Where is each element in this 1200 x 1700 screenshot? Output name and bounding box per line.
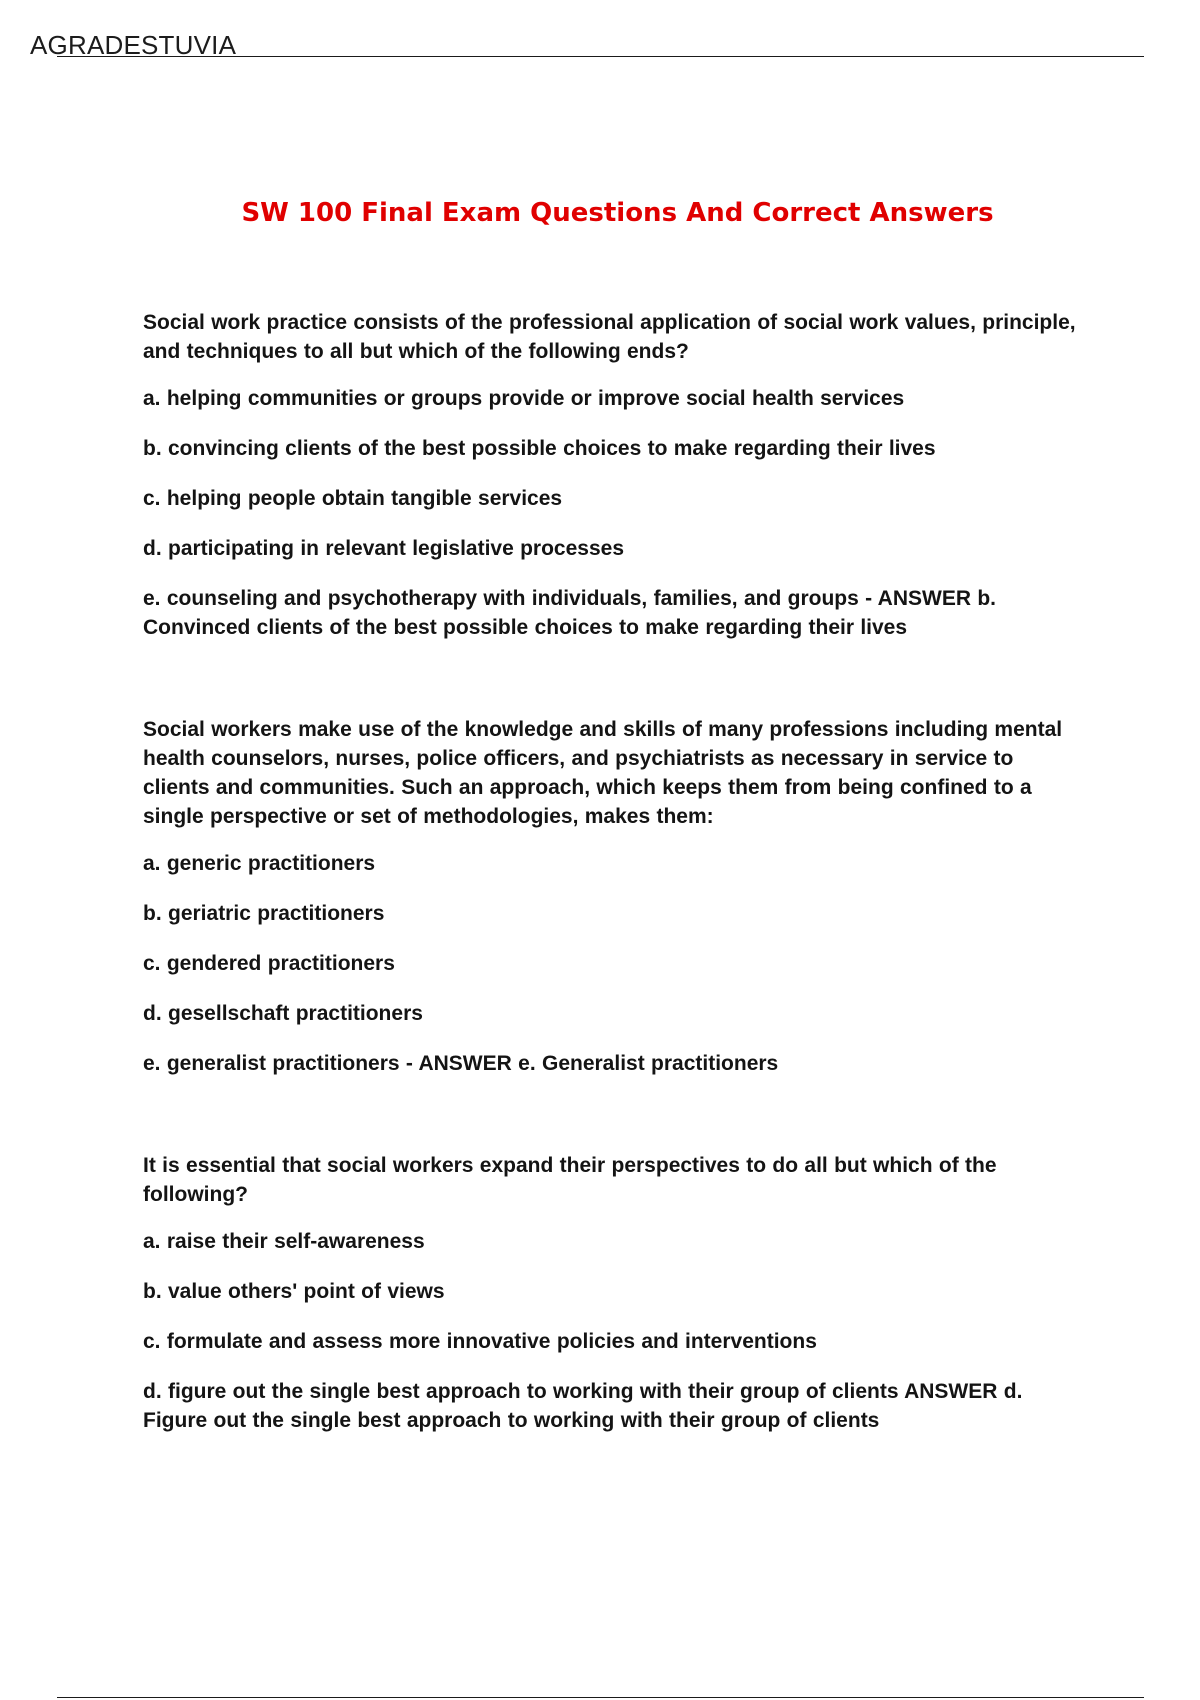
answer-option: e. generalist practitioners - ANSWER e. Generalist practitioners [143,1052,779,1075]
answer-option: a. raise their self-awareness [143,1230,425,1253]
answer-option: d. figure out the single best approach to working with their group of clients ANSWER d. Figure out the single best approach to working with their group of clients [143,1380,1023,1432]
answer-option: c. formulate and assess more innovative policies and interventions [143,1330,817,1353]
question-block-3 [143,1151,1083,1435]
question-block-1 [143,308,1083,642]
document-title: SW 100 Final Exam Questions And Correct Answers [241,198,994,228]
answer-option: d. participating in relevant legislative processes [143,537,625,560]
answer-option: c. helping people obtain tangible services [143,487,563,510]
header-divider [57,56,1144,57]
footer-divider [57,1697,1144,1698]
question-text: It is essential that social workers expand their perspectives to do all but which of the following? [143,1154,997,1206]
answer-option: a. generic practitioners [143,852,376,875]
answer-option: b. value others' point of views [143,1280,445,1303]
answer-option: e. counseling and psychotherapy with individuals, families, and groups - ANSWER b. Convinced clients of the best possible choices to make regarding their lives [143,587,997,639]
question-text: Social workers make use of the knowledge and skills of many professions including mental health counselors, nurses, police officers, and psychiatrists as necessary in service to clients and communities. Such an approach, which keeps them from being confined to a single perspective or set of methodologies, makes them: [143,718,1063,828]
question-text: Social work practice consists of the professional application of social work values, principle, and techniques to all but which of the following ends? [143,311,1076,363]
question-block-2 [143,715,1083,1078]
answer-option: b. convincing clients of the best possible choices to make regarding their lives [143,437,936,460]
answer-option: d. gesellschaft practitioners [143,1002,423,1025]
answer-option: b. geriatric practitioners [143,902,385,925]
site-brand: AGRADESTUVIA [30,30,237,60]
answer-option: c. gendered practitioners [143,952,395,975]
answer-option: a. helping communities or groups provide or improve social health services [143,387,905,410]
